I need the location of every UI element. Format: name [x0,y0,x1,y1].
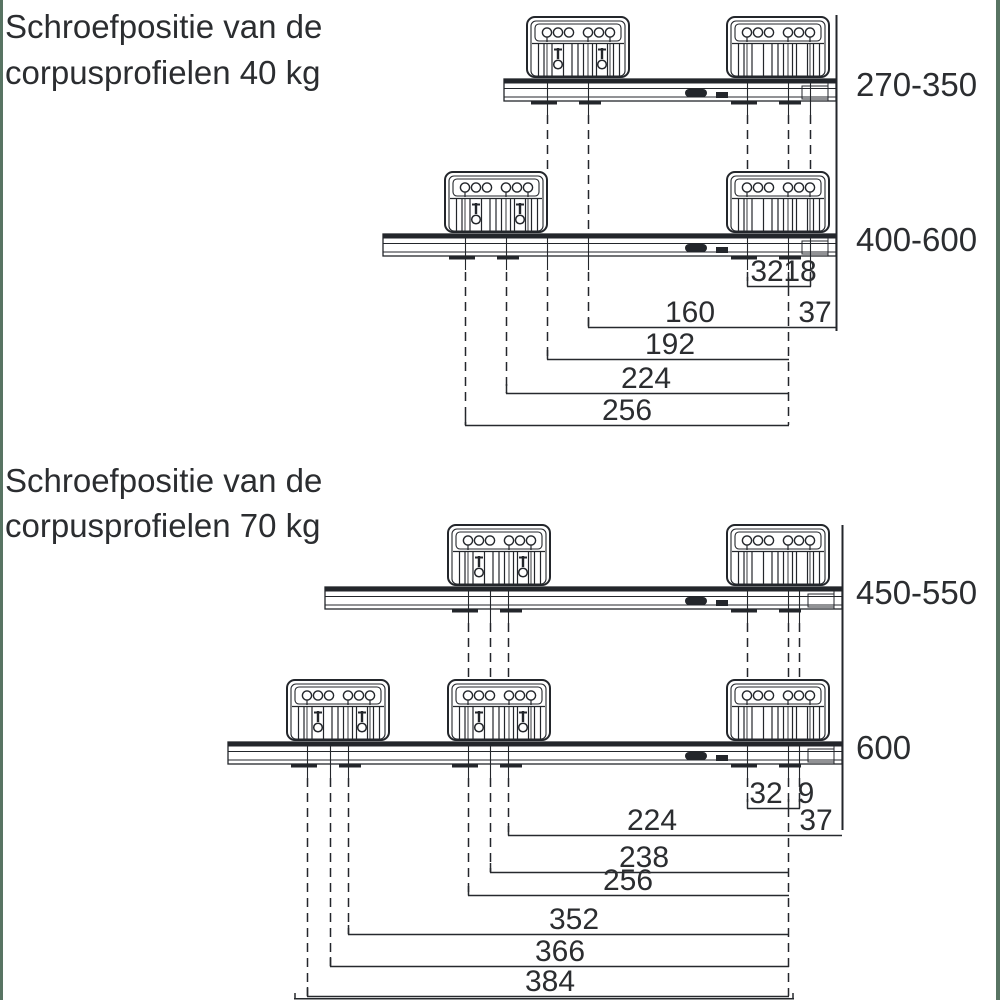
range-label-270-350: 270-350 [856,66,978,103]
bracket [445,172,829,232]
rail-450-550 [325,587,842,623]
dim-224: 224 [626,804,678,837]
dim-384: 384 [524,965,576,998]
range-label-450-550: 450-550 [856,574,978,611]
dim-32: 32 [749,777,783,810]
dim-224: 224 [620,362,672,395]
dim-256: 256 [602,864,654,897]
diagram-40kg [0,0,1000,445]
diagram-70kg [0,445,1000,1000]
title-40kg-line1: Schroefpositie van de [5,8,323,45]
title-70kg-line1: Schroefpositie van de [5,462,323,499]
bracket [448,525,829,585]
range-label-600: 600 [856,729,912,766]
title-40kg-line2: corpusprofielen 40 kg [5,54,321,91]
dim-9: 9 [797,777,815,810]
rail-270-350 [504,79,836,115]
dim-238: 238 [618,841,670,874]
dim-366: 366 [534,935,586,968]
title-70kg-line2: corpusprofielen 70 kg [5,507,321,544]
dim-160: 160 [664,296,716,329]
dim-352: 352 [548,903,600,936]
bracket [287,680,829,740]
dim-18: 18 [783,255,817,288]
bracket [527,17,829,77]
dim-256: 256 [601,394,653,427]
dim-37: 37 [799,804,833,837]
dim-37: 37 [798,296,832,329]
rail-600 [228,742,842,778]
dim-32: 32 [750,255,784,288]
dim-192: 192 [644,328,696,361]
range-label-400-600: 400-600 [856,221,978,258]
